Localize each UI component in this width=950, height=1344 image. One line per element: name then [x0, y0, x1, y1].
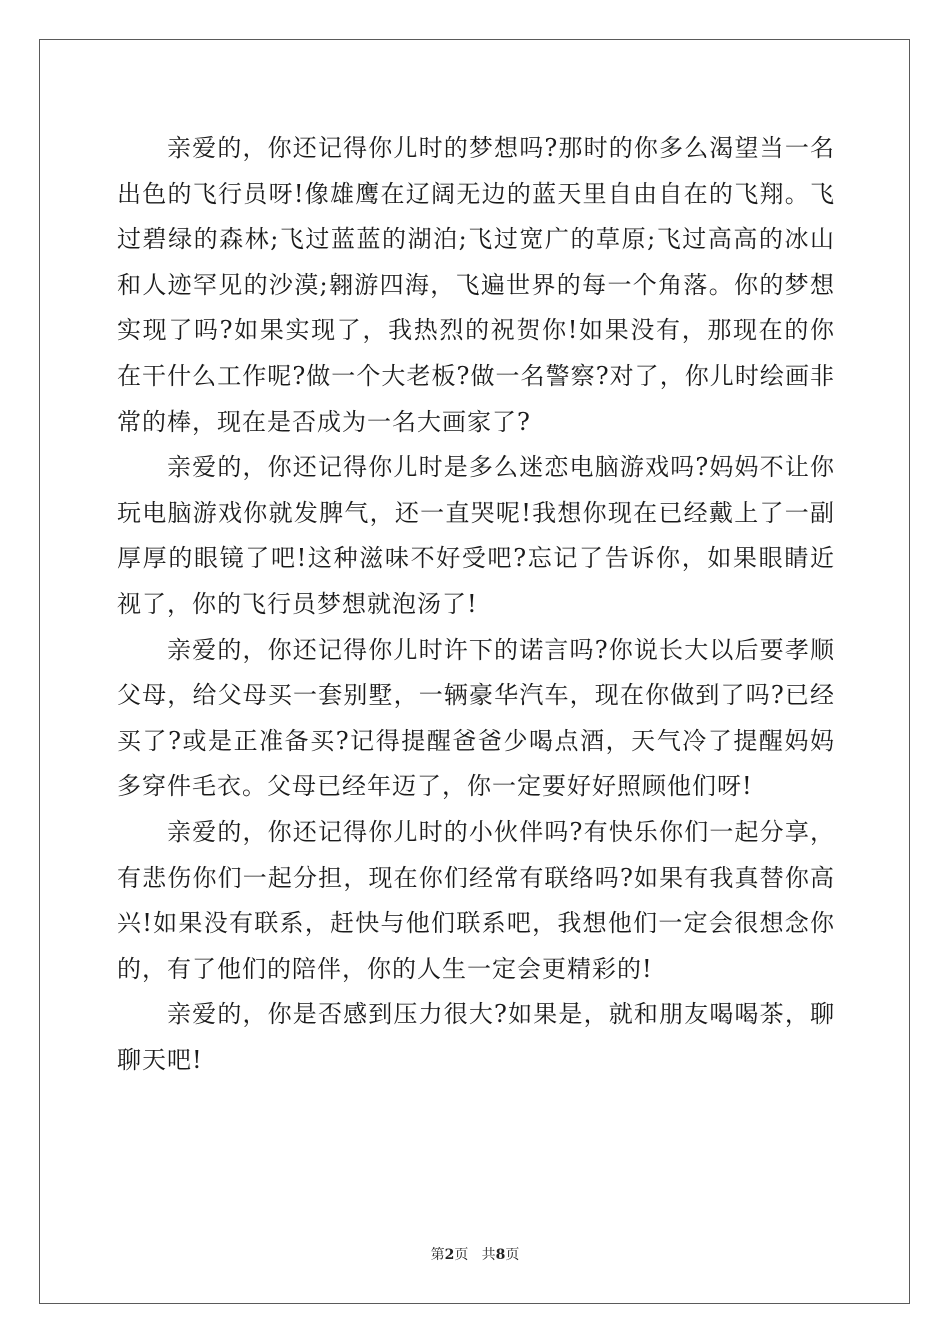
footer-page-prefix: 第	[430, 1247, 445, 1263]
footer-total-prefix: 共	[481, 1247, 496, 1263]
footer-total-suffix: 页	[505, 1247, 520, 1263]
footer-page-suffix: 页	[454, 1247, 469, 1263]
footer-total-pages: 8	[495, 1247, 506, 1263]
paragraph-3: 亲爱的，你还记得你儿时许下的诺言吗?你说长大以后要孝顺父母，给父母买一套别墅，一辆豪华汽车，现在你做到了吗?已经买了?或是正准备买?记得提醒爸爸少喝点酒，天气冷了提醒妈妈多穿件毛衣。父母已经年迈了，你一定要好好照顾他们呀!	[117, 635, 835, 801]
page-footer	[0, 1244, 950, 1264]
document-body	[117, 126, 835, 1083]
paragraph-1: 亲爱的，你还记得你儿时的梦想吗?那时的你多么渴望当一名出色的飞行员呀!像雄鹰在辽阔无边的蓝天里自由自在的飞翔。飞过碧绿的森林;飞过蓝蓝的湖泊;飞过宽广的草原;飞过高高的冰山和人迹罕见的沙漠;翱游四海，飞遍世界的每一个角落。你的梦想实现了吗?如果实现了，我热烈的祝贺你!如果没有，那现在的你在干什么工作呢?做一个大老板?做一名警察?对了，你儿时绘画非常的棒，现在是否成为一名大画家了?	[117, 134, 835, 436]
footer-page-number: 2	[444, 1247, 455, 1263]
paragraph-4: 亲爱的，你还记得你儿时的小伙伴吗?有快乐你们一起分享，有悲伤你们一起分担，现在你们经常有联络吗?如果有我真替你高兴!如果没有联系，赶快与他们联系吧，我想他们一定会很想念你的，有了他们的陪伴，你的人生一定会更精彩的!	[117, 817, 835, 983]
paragraph-5: 亲爱的，你是否感到压力很大?如果是，就和朋友喝喝茶，聊聊天吧!	[117, 1000, 835, 1074]
paragraph-2: 亲爱的，你还记得你儿时是多么迷恋电脑游戏吗?妈妈不让你玩电脑游戏你就发脾气，还一直哭呢!我想你现在已经戴上了一副厚厚的眼镜了吧!这种滋味不好受吧?忘记了告诉你，如果眼睛近视了，你的飞行员梦想就泡汤了!	[117, 453, 835, 618]
